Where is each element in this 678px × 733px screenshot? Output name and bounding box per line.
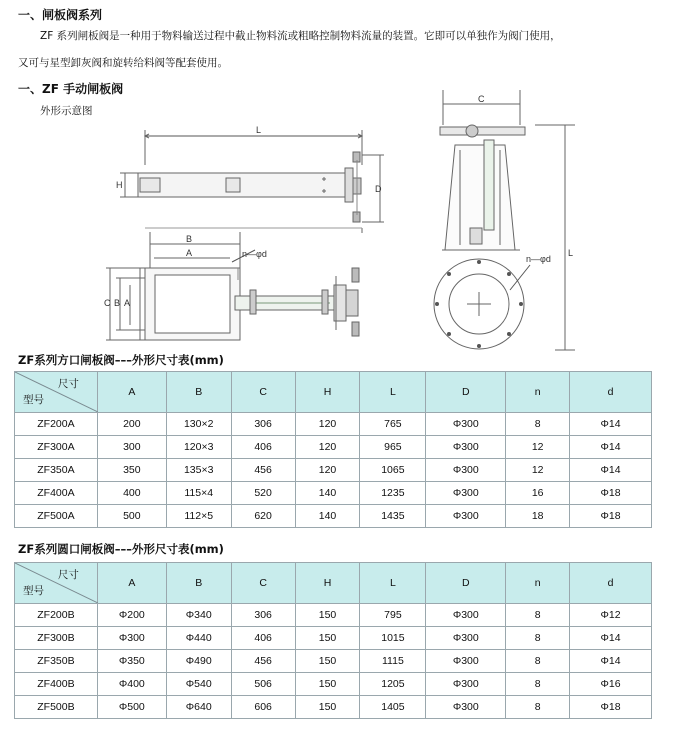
cell: 18 bbox=[506, 505, 570, 528]
cell: Φ300 bbox=[426, 673, 506, 696]
dim-C-front: C bbox=[104, 298, 111, 308]
cell: Φ350 bbox=[97, 650, 166, 673]
cell: Φ300 bbox=[97, 627, 166, 650]
col-header: H bbox=[295, 372, 360, 413]
cell: ZF300A bbox=[15, 436, 98, 459]
cell: Φ14 bbox=[570, 627, 652, 650]
dim-C-side: C bbox=[478, 94, 485, 104]
dim-D: D bbox=[375, 184, 382, 194]
corner-model-label: 型号 bbox=[23, 394, 44, 406]
col-header: B bbox=[166, 563, 231, 604]
cell: 620 bbox=[231, 505, 295, 528]
cell: ZF400B bbox=[15, 673, 98, 696]
cell: 300 bbox=[97, 436, 166, 459]
cell: 120 bbox=[295, 436, 360, 459]
top-side-view bbox=[120, 130, 384, 233]
col-header: D bbox=[426, 372, 506, 413]
col-header: d bbox=[570, 563, 652, 604]
table1-corner bbox=[15, 372, 98, 413]
cell: Φ200 bbox=[97, 604, 166, 627]
cell: 520 bbox=[231, 482, 295, 505]
right-side-view bbox=[434, 90, 575, 350]
table-row bbox=[15, 482, 652, 505]
col-header: d bbox=[570, 372, 652, 413]
col-header: C bbox=[231, 563, 295, 604]
cell: 506 bbox=[231, 673, 295, 696]
table2-corner bbox=[15, 563, 98, 604]
table-row bbox=[15, 604, 652, 627]
cell: 12 bbox=[506, 436, 570, 459]
table2-title: ZF系列圆口闸板阀–––外形尺寸表(mm) bbox=[18, 542, 224, 556]
cell: 1405 bbox=[360, 696, 426, 719]
round-valve-table bbox=[14, 562, 652, 719]
table-row bbox=[15, 696, 652, 719]
dim-nd-side: n—φd bbox=[526, 254, 551, 264]
cell: Φ340 bbox=[166, 604, 231, 627]
col-header: n bbox=[506, 563, 570, 604]
cell: 12 bbox=[506, 459, 570, 482]
col-header: H bbox=[295, 563, 360, 604]
cell: Φ440 bbox=[166, 627, 231, 650]
cell: Φ500 bbox=[97, 696, 166, 719]
cell: Φ12 bbox=[570, 604, 652, 627]
dim-nd-front: n—φd bbox=[242, 249, 267, 259]
intro-line-2: 又可与星型卸灰阀和旋转给料阀等配套使用。 bbox=[18, 57, 228, 69]
cell: 112×5 bbox=[166, 505, 231, 528]
intro-line-1: ZF 系列闸板阀是一种用于物料输送过程中截止物料流或粗略控制物料流量的装置。它即可以单独作为阀门使用， bbox=[40, 30, 561, 42]
cell: 400 bbox=[97, 482, 166, 505]
cell: ZF300B bbox=[15, 627, 98, 650]
cell: 350 bbox=[97, 459, 166, 482]
cell: 965 bbox=[360, 436, 426, 459]
dim-A: A bbox=[186, 248, 193, 258]
cell: Φ14 bbox=[570, 413, 652, 436]
cell: Φ18 bbox=[570, 696, 652, 719]
table-row bbox=[15, 413, 652, 436]
cell: Φ300 bbox=[426, 459, 506, 482]
cell: 8 bbox=[506, 413, 570, 436]
cell: Φ14 bbox=[570, 650, 652, 673]
corner-model-label: 型号 bbox=[23, 585, 44, 597]
valve-outline-drawing bbox=[0, 0, 678, 360]
cell: 8 bbox=[506, 673, 570, 696]
cell: Φ300 bbox=[426, 650, 506, 673]
cell: 1205 bbox=[360, 673, 426, 696]
cell: 606 bbox=[231, 696, 295, 719]
dim-H: H bbox=[116, 180, 123, 190]
dim-B-front: B bbox=[114, 298, 121, 308]
cell: Φ16 bbox=[570, 673, 652, 696]
table1-header-row bbox=[15, 372, 652, 413]
cell: 1065 bbox=[360, 459, 426, 482]
dim-B: B bbox=[186, 234, 193, 244]
col-header: A bbox=[97, 372, 166, 413]
col-header: L bbox=[360, 372, 426, 413]
cell: 120 bbox=[295, 413, 360, 436]
corner-dimension-label: 尺寸 bbox=[57, 569, 79, 581]
cell: Φ300 bbox=[426, 627, 506, 650]
col-header: D bbox=[426, 563, 506, 604]
cell: 8 bbox=[506, 696, 570, 719]
cell: Φ490 bbox=[166, 650, 231, 673]
cell: 456 bbox=[231, 650, 295, 673]
cell: 1435 bbox=[360, 505, 426, 528]
table2-header-row bbox=[15, 563, 652, 604]
cell: ZF500A bbox=[15, 505, 98, 528]
cell: 150 bbox=[295, 673, 360, 696]
table-row bbox=[15, 673, 652, 696]
cell: Φ18 bbox=[570, 505, 652, 528]
cell: Φ300 bbox=[426, 505, 506, 528]
col-header: L bbox=[360, 563, 426, 604]
table-row bbox=[15, 459, 652, 482]
square-valve-table bbox=[14, 371, 652, 528]
cell: 765 bbox=[360, 413, 426, 436]
cell: 200 bbox=[97, 413, 166, 436]
dim-L-side: L bbox=[568, 248, 574, 258]
col-header: B bbox=[166, 372, 231, 413]
cell: 120×3 bbox=[166, 436, 231, 459]
cell: 150 bbox=[295, 627, 360, 650]
cell: 130×2 bbox=[166, 413, 231, 436]
cell: 406 bbox=[231, 436, 295, 459]
cell: Φ300 bbox=[426, 604, 506, 627]
cell: 115×4 bbox=[166, 482, 231, 505]
cell: Φ300 bbox=[426, 696, 506, 719]
col-header: n bbox=[506, 372, 570, 413]
cell: 8 bbox=[506, 627, 570, 650]
cell: 306 bbox=[231, 413, 295, 436]
col-header: C bbox=[231, 372, 295, 413]
cell: 1115 bbox=[360, 650, 426, 673]
dim-L-top: L bbox=[256, 125, 262, 135]
cell: Φ300 bbox=[426, 436, 506, 459]
cell: Φ400 bbox=[97, 673, 166, 696]
cell: ZF400A bbox=[15, 482, 98, 505]
table-row bbox=[15, 650, 652, 673]
cell: ZF200A bbox=[15, 413, 98, 436]
cell: 140 bbox=[295, 482, 360, 505]
table1-title: ZF系列方口闸板阀–––外形尺寸表(mm) bbox=[18, 353, 224, 367]
cell: 795 bbox=[360, 604, 426, 627]
drawing-caption: 外形示意图 bbox=[40, 105, 93, 117]
cell: 150 bbox=[295, 696, 360, 719]
table-row bbox=[15, 436, 652, 459]
cell: ZF350B bbox=[15, 650, 98, 673]
table-row bbox=[15, 627, 652, 650]
cell: 1015 bbox=[360, 627, 426, 650]
section-heading: 一、闸板阀系列 bbox=[18, 8, 103, 22]
cell: 150 bbox=[295, 604, 360, 627]
cell: 8 bbox=[506, 650, 570, 673]
cell: 120 bbox=[295, 459, 360, 482]
cell: 406 bbox=[231, 627, 295, 650]
subsection-heading: 一、ZF 手动闸板阀 bbox=[18, 82, 124, 96]
dim-A-front: A bbox=[124, 298, 131, 308]
cell: 140 bbox=[295, 505, 360, 528]
cell: ZF350A bbox=[15, 459, 98, 482]
cell: Φ640 bbox=[166, 696, 231, 719]
table-row bbox=[15, 505, 652, 528]
cell: ZF200B bbox=[15, 604, 98, 627]
cell: 456 bbox=[231, 459, 295, 482]
cell: 8 bbox=[506, 604, 570, 627]
cell: 150 bbox=[295, 650, 360, 673]
cell: 1235 bbox=[360, 482, 426, 505]
cell: Φ18 bbox=[570, 482, 652, 505]
cell: 306 bbox=[231, 604, 295, 627]
cell: Φ300 bbox=[426, 413, 506, 436]
cell: Φ14 bbox=[570, 436, 652, 459]
cell: ZF500B bbox=[15, 696, 98, 719]
cell: 135×3 bbox=[166, 459, 231, 482]
cell: 500 bbox=[97, 505, 166, 528]
cell: Φ14 bbox=[570, 459, 652, 482]
col-header: A bbox=[97, 563, 166, 604]
cell: Φ540 bbox=[166, 673, 231, 696]
front-view bbox=[106, 232, 359, 340]
cell: Φ300 bbox=[426, 482, 506, 505]
cell: 16 bbox=[506, 482, 570, 505]
corner-dimension-label: 尺寸 bbox=[57, 378, 79, 390]
